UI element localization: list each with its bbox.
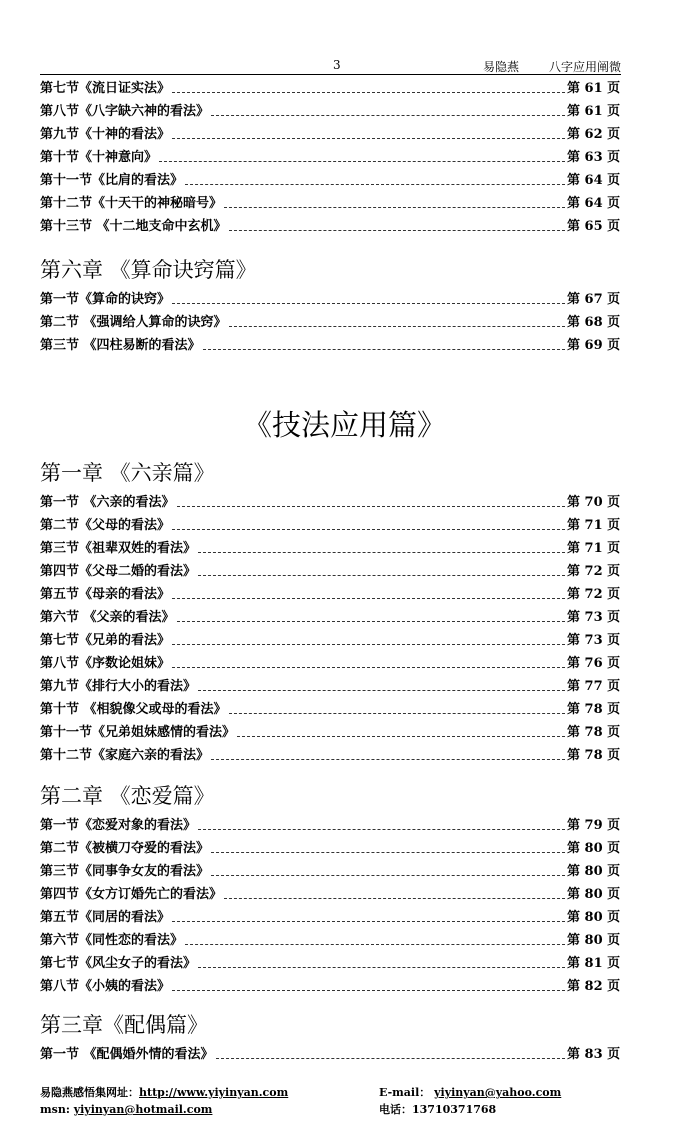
toc-entry[interactable] bbox=[40, 860, 620, 883]
toc-page-number: 第 80 页 bbox=[567, 883, 620, 906]
toc-entry-title bbox=[40, 652, 170, 675]
header-book-title: 八字应用阐微 bbox=[548, 60, 621, 74]
toc-entry[interactable] bbox=[40, 334, 620, 357]
toc-section-title: 《家庭六亲的看法》 bbox=[92, 748, 210, 763]
toc-entry[interactable] bbox=[40, 560, 620, 583]
toc-section-title: 《女方订婚先亡的看法》 bbox=[79, 887, 223, 902]
toc-section-number: 第八节 bbox=[40, 104, 80, 119]
toc-section-number: 第十节 bbox=[40, 702, 80, 717]
toc-entry[interactable] bbox=[40, 146, 620, 169]
toc-section-number: 第十节 bbox=[40, 150, 80, 165]
dotted-leader bbox=[185, 944, 565, 945]
toc-entry[interactable] bbox=[40, 814, 620, 837]
dotted-leader bbox=[229, 326, 565, 327]
dotted-leader bbox=[211, 759, 565, 760]
toc-entry-title bbox=[40, 814, 196, 837]
dotted-leader bbox=[198, 552, 565, 553]
dotted-leader bbox=[211, 875, 565, 876]
toc-entry[interactable] bbox=[40, 721, 620, 744]
toc-section-number: 第七节 bbox=[40, 956, 80, 971]
part-title: 《技法应用篇》 bbox=[242, 408, 446, 442]
toc-section-title: 《兄弟姐妹感情的看法》 bbox=[92, 725, 236, 740]
dotted-leader bbox=[172, 138, 565, 139]
toc-entry[interactable] bbox=[40, 169, 620, 192]
dotted-leader bbox=[172, 644, 565, 645]
chapter-heading: 第一章 《六亲篇》 bbox=[40, 461, 215, 485]
dotted-leader bbox=[177, 506, 565, 507]
toc-page-number: 第 72 页 bbox=[567, 560, 620, 583]
dotted-leader bbox=[216, 1058, 565, 1059]
dotted-leader bbox=[229, 713, 565, 714]
toc-entry[interactable] bbox=[40, 675, 620, 698]
toc-entry-title bbox=[40, 583, 170, 606]
dotted-leader bbox=[198, 690, 565, 691]
toc-section-number: 第九节 bbox=[40, 127, 80, 142]
toc-page-number: 第 76 页 bbox=[567, 652, 620, 675]
toc-page-number: 第 80 页 bbox=[567, 837, 620, 860]
page-header bbox=[40, 58, 621, 75]
toc-page-number: 第 67 页 bbox=[567, 288, 620, 311]
toc-entry-title bbox=[40, 169, 183, 192]
toc-section-title: 《母亲的看法》 bbox=[79, 587, 171, 602]
toc-entry-title bbox=[40, 334, 201, 357]
toc-entry[interactable] bbox=[40, 906, 620, 929]
toc-page-number: 第 63 页 bbox=[567, 146, 620, 169]
dotted-leader bbox=[172, 92, 565, 93]
toc-page-number: 第 80 页 bbox=[567, 860, 620, 883]
chapter-entries bbox=[40, 288, 620, 357]
toc-entry[interactable] bbox=[40, 311, 620, 334]
site-label: 易隐燕感悟集网址： bbox=[40, 1086, 139, 1099]
toc-page-number: 第 61 页 bbox=[567, 100, 620, 123]
toc-section-number: 第七节 bbox=[40, 81, 80, 96]
dotted-leader bbox=[229, 230, 565, 231]
toc-section-number: 第五节 bbox=[40, 587, 80, 602]
toc-entry[interactable] bbox=[40, 77, 620, 100]
toc-page-number: 第 79 页 bbox=[567, 814, 620, 837]
toc-section-title: 《相貌像父或母的看法》 bbox=[79, 702, 227, 717]
toc-entry-title bbox=[40, 721, 235, 744]
toc-page-number: 第 78 页 bbox=[567, 721, 620, 744]
toc-page-number: 第 62 页 bbox=[567, 123, 620, 146]
toc-entry-title bbox=[40, 952, 196, 975]
dotted-leader bbox=[172, 990, 565, 991]
dotted-leader bbox=[172, 303, 565, 304]
toc-page-number: 第 64 页 bbox=[567, 192, 620, 215]
toc-section-number: 第十三节 bbox=[40, 219, 93, 234]
toc-entry[interactable] bbox=[40, 192, 620, 215]
toc-section-title: 《同事争女友的看法》 bbox=[79, 864, 210, 879]
toc-section-title: 《配偶婚外情的看法》 bbox=[79, 1047, 214, 1062]
toc-section-number: 第六节 bbox=[40, 610, 80, 625]
toc-section-title: 《兄弟的看法》 bbox=[79, 633, 171, 648]
toc-page-number: 第 64 页 bbox=[567, 169, 620, 192]
toc-entry[interactable] bbox=[40, 123, 620, 146]
toc-section-number: 第六节 bbox=[40, 933, 80, 948]
toc-entry[interactable] bbox=[40, 491, 620, 514]
toc-chapter3 bbox=[40, 1007, 620, 1066]
toc-chapter1 bbox=[40, 455, 620, 767]
toc-section-title: 《算命的诀窍》 bbox=[79, 292, 171, 307]
toc-entry[interactable] bbox=[40, 537, 620, 560]
site-url-link[interactable]: http://www.yiyinyan.com bbox=[139, 1086, 289, 1099]
toc-entry-title bbox=[40, 906, 170, 929]
toc-entry-title bbox=[40, 606, 175, 629]
toc-section-title: 《比肩的看法》 bbox=[92, 173, 184, 188]
toc-section-number: 第二节 bbox=[40, 841, 80, 856]
dotted-leader bbox=[177, 621, 565, 622]
toc-page-number: 第 83 页 bbox=[567, 1043, 620, 1066]
toc-entry[interactable] bbox=[40, 1043, 620, 1066]
toc-page-number: 第 78 页 bbox=[567, 698, 620, 721]
toc-entry[interactable] bbox=[40, 629, 620, 652]
toc-entry-title bbox=[40, 975, 170, 998]
chapter-heading: 第二章 《恋爱篇》 bbox=[40, 784, 215, 808]
dotted-leader bbox=[172, 667, 565, 668]
toc-top-section bbox=[40, 77, 620, 238]
toc-entry-title bbox=[40, 1043, 214, 1066]
dotted-leader bbox=[172, 529, 565, 530]
toc-section-title: 《四柱易断的看法》 bbox=[79, 338, 201, 353]
dotted-leader bbox=[203, 349, 565, 350]
toc-section-title: 《排行大小的看法》 bbox=[79, 679, 197, 694]
toc-entry[interactable] bbox=[40, 952, 620, 975]
toc-page-number: 第 82 页 bbox=[567, 975, 620, 998]
chapter-entries bbox=[40, 1043, 620, 1066]
toc-page-number: 第 71 页 bbox=[567, 537, 620, 560]
toc-entry[interactable] bbox=[40, 975, 620, 998]
toc-section-title: 《流日证实法》 bbox=[79, 81, 171, 96]
email-link[interactable]: yiyinyan@yahoo.com bbox=[434, 1086, 562, 1099]
toc-section-number: 第一节 bbox=[40, 1047, 80, 1062]
toc-section-title: 《强调给人算命的诀窍》 bbox=[79, 315, 227, 330]
toc-section-title: 《风尘女子的看法》 bbox=[79, 956, 197, 971]
toc-section-number: 第七节 bbox=[40, 633, 80, 648]
msn-link[interactable]: yiyinyan@hotmail.com bbox=[73, 1103, 213, 1116]
toc-entry-title bbox=[40, 491, 175, 514]
toc-entry[interactable] bbox=[40, 215, 620, 238]
toc-page-number: 第 72 页 bbox=[567, 583, 620, 606]
toc-section-title: 《同性恋的看法》 bbox=[79, 933, 184, 948]
toc-entry-title bbox=[40, 514, 170, 537]
toc-page-number: 第 73 页 bbox=[567, 606, 620, 629]
toc-entry-title bbox=[40, 837, 209, 860]
toc-entry[interactable] bbox=[40, 288, 620, 311]
toc-section-number: 第四节 bbox=[40, 564, 80, 579]
toc-section-number: 第五节 bbox=[40, 910, 80, 925]
toc-page-number: 第 80 页 bbox=[567, 906, 620, 929]
toc-section-number: 第八节 bbox=[40, 656, 80, 671]
toc-entry[interactable] bbox=[40, 744, 620, 767]
toc-page-number: 第 61 页 bbox=[567, 77, 620, 100]
toc-section-number: 第四节 bbox=[40, 887, 80, 902]
toc-page-number: 第 65 页 bbox=[567, 215, 620, 238]
toc-section-number: 第二节 bbox=[40, 518, 80, 533]
phone-label: 电话： bbox=[379, 1103, 412, 1116]
email-label: E-mail： bbox=[379, 1086, 431, 1099]
toc-entry-title bbox=[40, 311, 227, 334]
dotted-leader bbox=[198, 967, 565, 968]
toc-section-title: 《父母的看法》 bbox=[79, 518, 171, 533]
toc-entry-title bbox=[40, 100, 209, 123]
toc-section-title: 《恋爱对象的看法》 bbox=[79, 818, 197, 833]
toc-section-title: 《六亲的看法》 bbox=[79, 495, 175, 510]
toc-entry-title bbox=[40, 675, 196, 698]
toc-entry-title bbox=[40, 77, 170, 100]
toc-entry-title bbox=[40, 929, 183, 952]
toc-section-number: 第三节 bbox=[40, 541, 80, 556]
header-author: 易隐燕 bbox=[483, 60, 520, 74]
msn-label: msn: bbox=[40, 1103, 74, 1116]
toc-section-title: 《父亲的看法》 bbox=[79, 610, 175, 625]
toc-entry-title bbox=[40, 629, 170, 652]
toc-section-number: 第一节 bbox=[40, 818, 80, 833]
toc-page-number: 第 78 页 bbox=[567, 744, 620, 767]
toc-entry[interactable] bbox=[40, 606, 620, 629]
page-footer bbox=[40, 1084, 660, 1118]
dotted-leader bbox=[198, 575, 565, 576]
chapter-heading: 第六章 《算命诀窍篇》 bbox=[40, 258, 257, 282]
toc-section-title: 《序数论姐妹》 bbox=[79, 656, 171, 671]
chapter-heading: 第三章《配偶篇》 bbox=[40, 1013, 208, 1037]
toc-entry[interactable] bbox=[40, 583, 620, 606]
dotted-leader bbox=[198, 829, 565, 830]
dotted-leader bbox=[224, 898, 565, 899]
toc-entry-title bbox=[40, 146, 157, 169]
toc-page-number: 第 81 页 bbox=[567, 952, 620, 975]
dotted-leader bbox=[211, 115, 565, 116]
toc-page-number: 第 68 页 bbox=[567, 311, 620, 334]
toc-page-number: 第 73 页 bbox=[567, 629, 620, 652]
toc-page-number: 第 80 页 bbox=[567, 929, 620, 952]
toc-entry-title bbox=[40, 288, 170, 311]
toc-section-title: 《八字缺六神的看法》 bbox=[79, 104, 210, 119]
toc-entry[interactable] bbox=[40, 837, 620, 860]
dotted-leader bbox=[224, 207, 565, 208]
toc-page-number: 第 69 页 bbox=[567, 334, 620, 357]
toc-entry[interactable] bbox=[40, 652, 620, 675]
toc-entry-title bbox=[40, 192, 222, 215]
toc-section-number: 第九节 bbox=[40, 679, 80, 694]
toc-entry[interactable] bbox=[40, 698, 620, 721]
toc-section-number: 第八节 bbox=[40, 979, 80, 994]
toc-section-title: 《祖辈双姓的看法》 bbox=[79, 541, 197, 556]
toc-entry-title bbox=[40, 860, 209, 883]
chapter-entries bbox=[40, 814, 620, 998]
toc-section-number: 第一节 bbox=[40, 292, 80, 307]
dotted-leader bbox=[172, 598, 565, 599]
toc-section-title: 《父母二婚的看法》 bbox=[79, 564, 197, 579]
toc-entry[interactable] bbox=[40, 100, 620, 123]
page-number: 3 bbox=[333, 58, 341, 72]
toc-entry[interactable] bbox=[40, 883, 620, 906]
toc-section-number: 第三节 bbox=[40, 864, 80, 879]
toc-page-number: 第 70 页 bbox=[567, 491, 620, 514]
toc-page-number: 第 77 页 bbox=[567, 675, 620, 698]
toc-section-title: 《被横刀夺爱的看法》 bbox=[79, 841, 210, 856]
phone-number: 13710371768 bbox=[412, 1103, 497, 1116]
toc-entry-title bbox=[40, 215, 227, 238]
toc-section-title: 《十二地支命中玄机》 bbox=[92, 219, 227, 234]
chapter-entries bbox=[40, 491, 620, 767]
toc-section-number: 第十一节 bbox=[40, 725, 93, 740]
dotted-leader bbox=[172, 921, 565, 922]
toc-section-title: 《同居的看法》 bbox=[79, 910, 171, 925]
toc-entry-title bbox=[40, 537, 196, 560]
toc-section-number: 第三节 bbox=[40, 338, 80, 353]
toc-entry-title bbox=[40, 698, 227, 721]
toc-chapter6 bbox=[40, 252, 620, 357]
toc-section-title: 《十天干的神秘暗号》 bbox=[92, 196, 223, 211]
toc-section-number: 第十二节 bbox=[40, 196, 93, 211]
dotted-leader bbox=[185, 184, 565, 185]
toc-entry-title bbox=[40, 883, 222, 906]
toc-section-title: 《十神的看法》 bbox=[79, 127, 171, 142]
dotted-leader bbox=[237, 736, 565, 737]
toc-chapter2 bbox=[40, 778, 620, 998]
toc-section-number: 第十一节 bbox=[40, 173, 93, 188]
toc-section-number: 第十二节 bbox=[40, 748, 93, 763]
toc-entry-title bbox=[40, 744, 209, 767]
toc-entry[interactable] bbox=[40, 514, 620, 537]
toc-entry-title bbox=[40, 560, 196, 583]
toc-section-number: 第一节 bbox=[40, 495, 80, 510]
toc-section-title: 《十神意向》 bbox=[79, 150, 158, 165]
toc-entry-title bbox=[40, 123, 170, 146]
toc-page-number: 第 71 页 bbox=[567, 514, 620, 537]
dotted-leader bbox=[211, 852, 565, 853]
toc-section-title: 《小姨的看法》 bbox=[79, 979, 171, 994]
dotted-leader bbox=[159, 161, 565, 162]
toc-entry[interactable] bbox=[40, 929, 620, 952]
toc-section-number: 第二节 bbox=[40, 315, 80, 330]
